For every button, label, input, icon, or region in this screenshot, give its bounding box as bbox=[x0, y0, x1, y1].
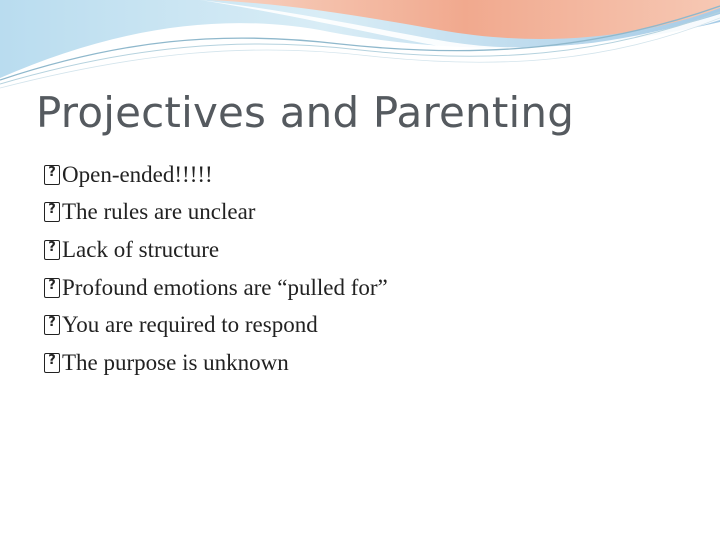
unknown-character-icon bbox=[44, 353, 60, 373]
bullet-text: Profound emotions are “pulled for” bbox=[62, 274, 388, 300]
bullet-item bbox=[44, 269, 388, 307]
slide-title: Projectives and Parenting bbox=[36, 88, 575, 137]
bullet-item bbox=[44, 344, 388, 382]
bullet-item bbox=[44, 306, 388, 344]
bullet-item bbox=[44, 231, 388, 269]
unknown-character-icon bbox=[44, 240, 60, 260]
unknown-character-icon bbox=[44, 165, 60, 185]
bullet-list bbox=[44, 156, 388, 382]
unknown-character-icon bbox=[44, 202, 60, 222]
bullet-text: Open-ended!!!!! bbox=[62, 161, 213, 187]
bullet-text: The rules are unclear bbox=[62, 199, 256, 225]
unknown-character-icon bbox=[44, 278, 60, 298]
bullet-text: The purpose is unknown bbox=[62, 349, 289, 375]
bullet-text: You are required to respond bbox=[62, 312, 318, 338]
bullet-item bbox=[44, 156, 388, 194]
bullet-text: Lack of structure bbox=[62, 236, 220, 262]
unknown-character-icon bbox=[44, 315, 60, 335]
bullet-item bbox=[44, 194, 388, 232]
